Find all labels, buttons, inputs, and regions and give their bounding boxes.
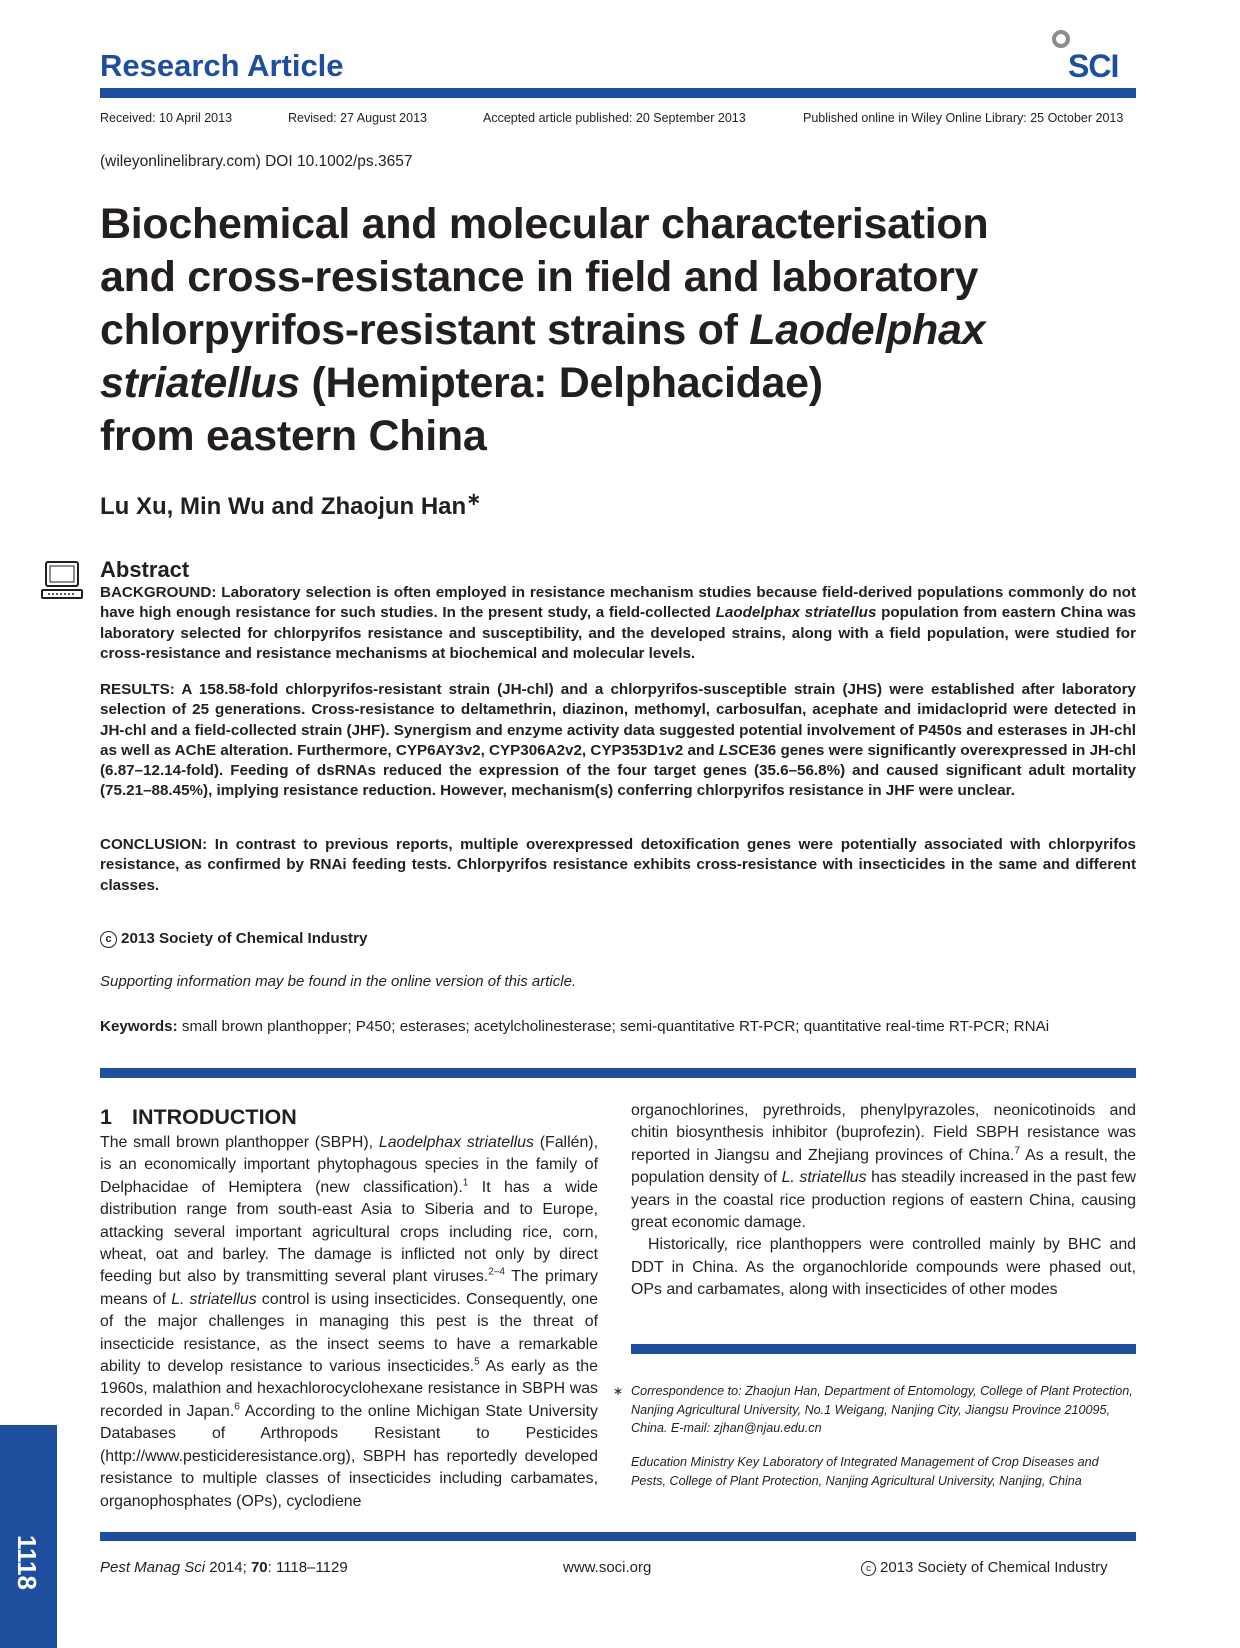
- copyright-icon: c: [100, 931, 117, 948]
- published-date: Published online in Wiley Online Library: 25 October 2013: [803, 111, 1124, 125]
- intro-right-column: [631, 1100, 1136, 1302]
- correspondence-footnote: ∗ Correspondence to: Zhaojun Han, Department of Entomology, College of Plant Protection, Nanjing Agricultural University, No.1 Weigang, Nanjing City, Jiangsu Province 210095, China. E-mail: zjhan@njau.edu.cn: [613, 1384, 1133, 1435]
- received-date: Received: 10 April 2013: [100, 111, 233, 125]
- title-line: Biochemical and molecular characterisation: [100, 200, 989, 248]
- paragraph: Historically, rice planthoppers were controlled mainly by BHC and DDT in China. As the organochloride compounds were phased out, OPs and carbamates, along with insecticides of other modes: [631, 1236, 1136, 1299]
- page-number: 1118: [12, 1535, 42, 1590]
- abstract-rule: [100, 1068, 1136, 1078]
- journal-site-link[interactable]: www.soci.org: [563, 1559, 652, 1576]
- intro-left-column: [100, 1132, 598, 1513]
- abstract-conclusion: CONCLUSION: In contrast to previous reports, multiple overexpressed detoxification genes were potentially associated with chlorpyrifos resistance, as confirmed by RNAi feeding tests. Chlorpyrifos resistance exhibits cross-resistance with insecticides in the same and different classes.: [100, 836, 1136, 894]
- abstract-results: RESULTS: A 158.58-fold chlorpyrifos-resistant strain (JH-chl) and a chlorpyrifos-susceptible strain (JHS) were established after laboratory selection of 25 generations. Cross-resistance to deltamethrin, diazinon, methomyl, carbosulfan, acephate and imidacloprid were detected in JH-chl and a field-collected strain (JHF). Synergism and enzyme activity data suggested potential involvement of P450s and esterases in JH-chl as well as AChE alteration. Furthermore, CYP6AY3v2, CYP306A2v2, CYP353D1v2 and LSCE36 genes were significantly overexpressed in JH-chl (6.87–12.14-fold). Feeding of dsRNAs reduced the expression of the four target genes (35.6–56.8%) and caused significant adult mortality (75.21–88.45%), implying resistance reduction. However, mechanism(s) conferring chlorpyrifos resistance in JHF were unclear.: [100, 681, 1136, 800]
- paragraph: organochlorines, pyrethroids, phenylpyrazoles, neonicotinoids and chitin biosynthesis inhibitor (buprofezin). Field SBPH resistance was reported in Jiangsu and Zhejiang provinces of China.$^7$ As a result, the population density of L. striatellus has steadily increased in the past few years in the coastal rice production regions of eastern China, causing great economic damage.: [631, 1102, 1136, 1232]
- paragraph: The small brown planthopper (SBPH), Laodelphax striatellus (Fallén), is an economically important phytophagous species in the family of Delphacidae of Hemiptera (new classification).$^1$ It has a wide distribution range from south-east Asia to Siberia and to Europe, attacking several important agricultural crops including rice, corn, wheat, oat and barley. The damage is inflicted not only by direct feeding but also by transmitting several plant viruses.$^{2-4}$ The primary means of L. striatellus control is using insecticides. Consequently, one of the major challenges in managing this pest is the threat of insecticide resistance, as the insect seems to have a remarkable ability to develop resistance to various insecticides.$^5$ As early as the 1960s, malathion and hexachlorocyclohexane resistance in SBPH was recorded in Japan.$^6$ According to the online Michigan State University Databases of Arthropods Resistant to Pesticides (http://www.pesticideresistance.org), SBPH has reportedly developed resistance to multiple classes of insecticides including carbamates, organophosphates (OPs), cyclodiene: [100, 1134, 598, 1510]
- logo-ring-icon: [1052, 30, 1070, 48]
- sci-logo: [1052, 28, 1136, 84]
- title-line: and cross-resistance in field and laboratory: [100, 253, 979, 301]
- supporting-info: Supporting information may be found in the online version of this article.: [100, 973, 577, 990]
- article-title: [100, 198, 1120, 463]
- abstract-background: BACKGROUND: Laboratory selection is often employed in resistance mechanism studies because field-derived populations commonly do not have high enough resistance for such studies. In the present study, a field-collected Laodelphax striatellus population from eastern China was laboratory selected for chlorpyrifos resistance and susceptibility, and the developed strains, along with a field population, were studied for cross-resistance and resistance mechanisms at biochemical and molecular levels.: [100, 584, 1137, 662]
- title-line: striatellus (Hemiptera: Delphacidae): [100, 359, 823, 407]
- title-line: from eastern China: [100, 412, 487, 460]
- abstract-heading: Abstract: [100, 557, 190, 582]
- page-number-tab: [0, 1425, 57, 1648]
- section-heading: 1 INTRODUCTION: [100, 1105, 297, 1129]
- doi[interactable]: (wileyonlinelibrary.com) DOI 10.1002/ps.3657: [100, 153, 413, 170]
- journal-citation: Pest Manag Sci 2014; 70: 1118–1129: [100, 1559, 348, 1576]
- title-line: chlorpyrifos-resistant strains of Laodelphax: [100, 306, 986, 354]
- header-rule: [100, 88, 1136, 98]
- computer-icon: [40, 560, 84, 608]
- copyright-icon: c: [861, 1561, 876, 1576]
- corresponding-mark: ∗: [466, 489, 482, 509]
- accepted-date: Accepted article published: 20 September 2013: [483, 111, 746, 125]
- logo-text: SCI: [1068, 48, 1119, 84]
- revised-date: Revised: 27 August 2013: [288, 111, 427, 125]
- authors: Lu Xu, Min Wu and Zhaojun Han∗: [100, 489, 482, 520]
- article-type-label: Research Article: [100, 48, 344, 83]
- footer-rule: [100, 1532, 1136, 1541]
- abstract-copyright: c 2013 Society of Chemical Industry: [100, 930, 367, 948]
- footer-copyright: c 2013 Society of Chemical Industry: [861, 1559, 1108, 1576]
- footnote-rule: [631, 1344, 1136, 1354]
- keywords: Keywords: small brown planthopper; P450; esterases; acetylcholinesterase; semi-quantitative RT-PCR; quantitative real-time RT-PCR; RNAi: [100, 1018, 1050, 1035]
- affiliation-footnote: Education Ministry Key Laboratory of Integrated Management of Crop Diseases and Pests, College of Plant Protection, Nanjing Agricultural University, Nanjing, China: [631, 1455, 1099, 1488]
